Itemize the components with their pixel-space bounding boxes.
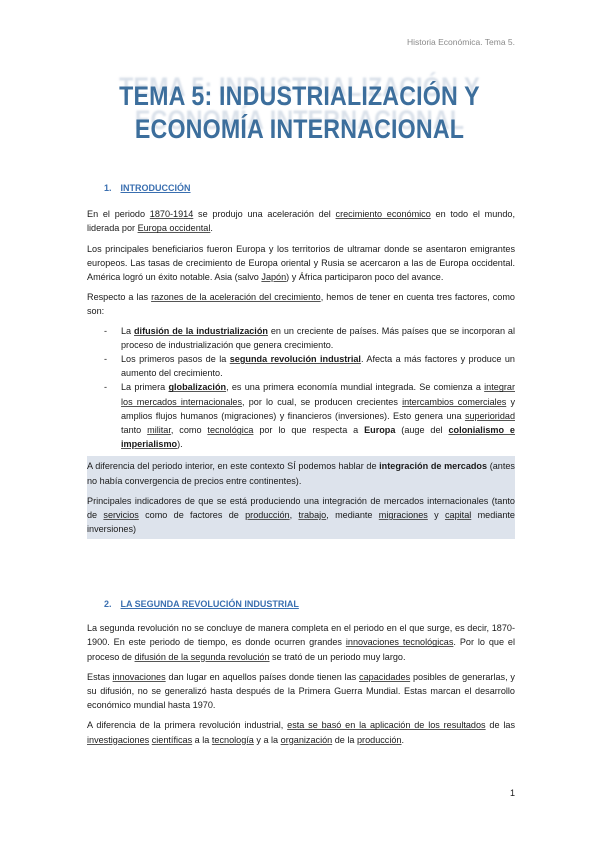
paragraph-intro: En el periodo 1870-1914 se produjo una aceleración del crecimiento económico en todo el mundo, liderada por Europa occidental. [87, 209, 515, 234]
section-2-heading [87, 597, 515, 611]
paragraph-beneficiaries: Los principales beneficiarios fueron Europa y los territorios de ultramar donde se asentaron emigrantes europeos. Las tasas de crecimiento de Europa oriental y Rusia se acercaron a las de Europa occidental. América logró un éxito notable. Asia (salvo Japón) y África participaron poco del avance. [87, 243, 515, 283]
section-title: LA SEGUNDA REVOLUCIÓN INDUSTRIAL [120, 599, 299, 609]
section-number: 1. [104, 183, 112, 193]
list-item: - La difusión de la industrialización en un creciente de países. Más países que se incorporan al proceso de industrialización que genera crecimiento. [104, 325, 515, 350]
highlight-box [87, 456, 515, 539]
box-paragraph-2: Principales indicadores de que se está produciendo una integración de mercados internacionales (tanto de servicios como de factores de producción, trabajo, mediante migraciones y capital mediante inversiones) [87, 495, 515, 535]
section-1-heading [87, 181, 515, 195]
title-line-2: ECONOMÍA INTERNACIONAL [134, 114, 465, 144]
box-paragraph-1: A diferencia del periodo interior, en este contexto SÍ podemos hablar de integración de mercados (antes no había convergencia de precios entre continentes). [87, 461, 515, 486]
title-line-1: TEMA 5: INDUSTRIALIZACIÓN Y [119, 81, 480, 111]
section-1 [87, 181, 515, 539]
running-header: Historia Económica. Tema 5. [406, 37, 515, 47]
factors-list [87, 324, 515, 452]
section-number: 2. [104, 599, 112, 609]
list-item: - Los primeros pasos de la segunda revolución industrial. Afecta a más factores y produce un aumento del crecimiento. [104, 354, 515, 379]
section-title: INTRODUCCIÓN [120, 183, 191, 193]
document-title [0, 80, 599, 146]
paragraph-second-revolution: La segunda revolución no se concluye de manera completa en el periodo en el que surge, es decir, 1870-1900. En este periodo de tiempo, es donde ocurren grandes innovaciones tecnológicas. Por lo que el proceso de difusión de la segunda revolución se trató de un periodo muy largo. [87, 623, 515, 662]
page-number: 1 [510, 788, 516, 798]
section-2 [87, 597, 515, 747]
paragraph-reasons: Respecto a las razones de la aceleración del crecimiento, hemos de tener en cuenta tres factores, como son: [87, 292, 515, 317]
paragraph-comparison: A diferencia de la primera revolución industrial, esta se basó en la aplicación de los resultados de las investigaciones científicas a la tecnología y a la organización de la producción. [87, 720, 515, 745]
list-item: - La primera globalización, es una primera economía mundial integrada. Se comienza a integrar los mercados internacionales, por lo cual, se producen crecientes intercambios comerciales y amplios flujos humanos (migraciones) y financieros (inversiones). Esto genera una superioridad tanto militar, como tecnológica por lo que respecta a Europa (auge del colonialismo e imperialismo). [104, 382, 516, 450]
paragraph-innovations: Estas innovaciones dan lugar en aquellos países donde tienen las capacidades posibles de generarlas, y su difusión, no se generalizó hasta después de la Primera Guerra Mundial. Estas marcan el desarrollo económico mundial hasta 1970. [87, 671, 515, 711]
